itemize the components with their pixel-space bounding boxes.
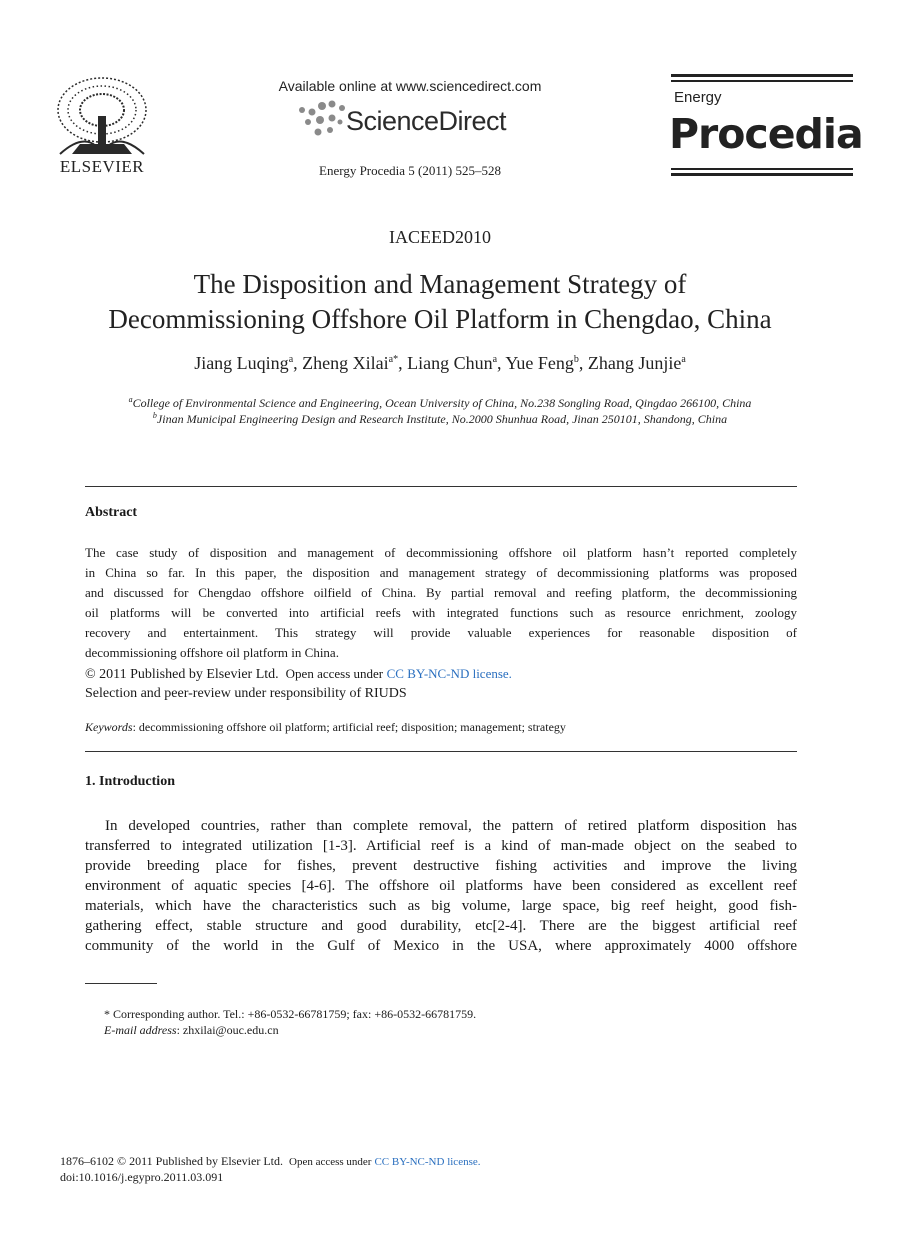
- abstract-line: decommissioning offshore oil platform in China.: [85, 645, 339, 660]
- author-list: [40, 353, 840, 374]
- intro-line: provide breeding place for fishes, prevent destructive fishing activities and improve the living: [85, 858, 797, 874]
- author: Liang Chun: [407, 353, 493, 373]
- affiliation-a: [40, 395, 840, 411]
- introduction-body: [85, 816, 797, 956]
- conference-name: IACEED2010: [389, 227, 491, 247]
- issn-line: [60, 1154, 481, 1169]
- author-affiliation-mark: b: [573, 354, 579, 365]
- available-online-line[interactable]: Available online at www.sciencedirect.com: [278, 78, 542, 94]
- peer-review-line: Selection and peer-review under responsibility of RIUDS: [85, 686, 407, 701]
- abstract-top-rule: [85, 486, 797, 487]
- license-link[interactable]: CC BY-NC-ND license.: [374, 1156, 481, 1168]
- author: Zheng Xilai: [302, 353, 389, 373]
- energy-logo-text: Energy: [674, 89, 722, 106]
- email-label: E-mail address: [104, 1023, 177, 1037]
- affiliation-mark: b: [152, 411, 157, 420]
- abstract-bottom-rule: [85, 751, 797, 752]
- affiliation-text: Jinan Municipal Engineering Design and Research Institute, No.2000 Shunhua Road, Jinan 250101, Shandong, China: [156, 412, 728, 426]
- keywords-line: [85, 720, 566, 735]
- intro-line: transferred to integrated utilization [1-3]. Artificial reef is a kind of man-made object on the seabed to: [85, 838, 797, 854]
- author-separator: ,: [497, 353, 506, 373]
- author-separator: ,: [578, 353, 588, 373]
- paper-title: [40, 267, 840, 337]
- author-affiliation-mark: a: [681, 354, 686, 365]
- abstract-line: The case study of disposition and management of decommissioning offshore oil platform hasn’t reported completely: [85, 545, 797, 560]
- intro-line: environment of aquatic species [4-6]. The offshore oil platforms have been considered as excellent reef: [85, 878, 797, 894]
- title-line-2: Decommissioning Offshore Oil Platform in Chengdao, China: [108, 304, 772, 334]
- author-affiliation-mark: a: [492, 354, 498, 365]
- issn-text: 1876–6102 © 2011 Published by Elsevier Ltd.: [60, 1154, 283, 1168]
- abstract-line: in China so far. In this paper, the disposition and management strategy of decommissioning platforms was proposed: [85, 565, 797, 580]
- abstract-line: oil platforms will be converted into artificial reefs with integrated functions such as resource enrichment, zoology: [85, 605, 797, 620]
- abstract-heading: Abstract: [85, 505, 138, 520]
- copyright-text: © 2011 Published by Elsevier Ltd.: [85, 667, 279, 682]
- author-affiliation-mark: a*: [388, 354, 399, 365]
- abstract-body: [85, 543, 797, 663]
- license-link[interactable]: CC BY-NC-ND license.: [386, 666, 512, 681]
- author: Yue Feng: [505, 353, 574, 373]
- intro-line: materials, which have the characteristics such as big volume, large space, big reef height, good fish-: [85, 898, 797, 914]
- abstract-line: and discussed for Chengdao offshore oilfield of China. By partial removal and reefing platform, the decommissioning: [85, 585, 797, 600]
- intro-line: gathering effect, stable structure and good durability, etc[2-4]. There are the biggest artificial reef: [85, 918, 797, 934]
- affiliation-b: [40, 411, 840, 427]
- doi-line[interactable]: doi:10.1016/j.egypro.2011.03.091: [60, 1170, 224, 1184]
- intro-line: In developed countries, rather than complete removal, the pattern of retired platform disposition has: [105, 818, 797, 834]
- elsevier-wordmark: ELSEVIER: [59, 157, 145, 176]
- journal-citation: Energy Procedia 5 (2011) 525–528: [319, 163, 501, 178]
- procedia-logo-text: Procedia: [669, 110, 863, 158]
- affiliation-text: College of Environmental Science and Engineering, Ocean University of China, No.238 Songling Road, Qingdao 266100, China: [132, 396, 752, 410]
- keywords-label: Keywords: [85, 720, 133, 734]
- copyright-line: [85, 666, 512, 683]
- affiliation-mark: a: [128, 395, 133, 404]
- keywords-text: : decommissioning offshore oil platform; artificial reef; disposition; management; strategy: [132, 720, 566, 734]
- author-affiliation-mark: a: [288, 354, 294, 365]
- abstract-line: recovery and entertainment. This strategy will provide valuable experiences for reasonable disposition of: [85, 625, 797, 640]
- author: Zhang Junjie: [587, 353, 682, 373]
- email-address[interactable]: : zhxilai@ouc.edu.cn: [176, 1023, 279, 1037]
- section-heading-introduction: 1. Introduction: [85, 774, 175, 789]
- intro-line: community of the world in the Gulf of Mexico in the USA, where approximately 4000 offshore: [85, 938, 797, 954]
- email-footnote: [104, 1023, 279, 1038]
- open-access-text: Open access under: [285, 666, 384, 681]
- author-separator: ,: [398, 353, 408, 373]
- sciencedirect-wordmark: ScienceDirect: [346, 106, 507, 136]
- open-access-text: Open access under: [289, 1156, 372, 1168]
- corresponding-author-footnote: * Corresponding author. Tel.: +86-0532-66781759; fax: +86-0532-66781759.: [104, 1007, 477, 1021]
- footnote-rule: [85, 983, 157, 984]
- author: Jiang Luqing: [194, 353, 289, 373]
- author-separator: ,: [293, 353, 303, 373]
- title-line-1: The Disposition and Management Strategy of: [193, 269, 687, 299]
